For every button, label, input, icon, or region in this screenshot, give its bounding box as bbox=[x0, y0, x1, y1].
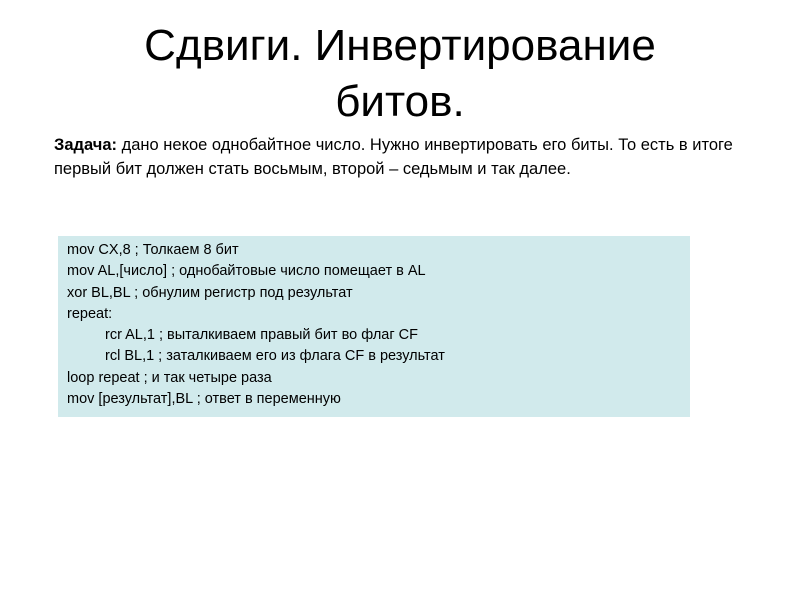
code-line: mov AL,[число] ; однобайтовые число помещает в AL bbox=[67, 263, 426, 280]
code-line: xor BL,BL ; обнулим регистр под результат bbox=[67, 284, 353, 301]
code-line: mov CX,8 ; Толкаем 8 бит bbox=[67, 242, 239, 258]
code-block bbox=[58, 236, 690, 417]
task-label: Задача: bbox=[54, 136, 118, 154]
task-text: дано некое однобайтное число. Нужно инвертировать его биты. То есть в итоге первый бит должен стать восьмым, второй – седьмым и так далее. bbox=[54, 136, 733, 178]
code-line: rcl BL,1 ; заталкиваем его из флага CF в результат bbox=[105, 348, 445, 365]
code-line: repeat: bbox=[67, 305, 113, 322]
task-description bbox=[54, 134, 754, 181]
slide-title-line-1: Сдвиги. Инвертирование bbox=[144, 21, 656, 70]
code-line: loop repeat ; и так четыре раза bbox=[67, 369, 272, 386]
slide-title-line-2: битов. bbox=[335, 77, 465, 126]
code-line: mov [результат],BL ; ответ в переменную bbox=[67, 391, 341, 408]
code-line: rcr AL,1 ; выталкиваем правый бит во флаг CF bbox=[105, 327, 419, 344]
slide-title bbox=[40, 18, 760, 130]
